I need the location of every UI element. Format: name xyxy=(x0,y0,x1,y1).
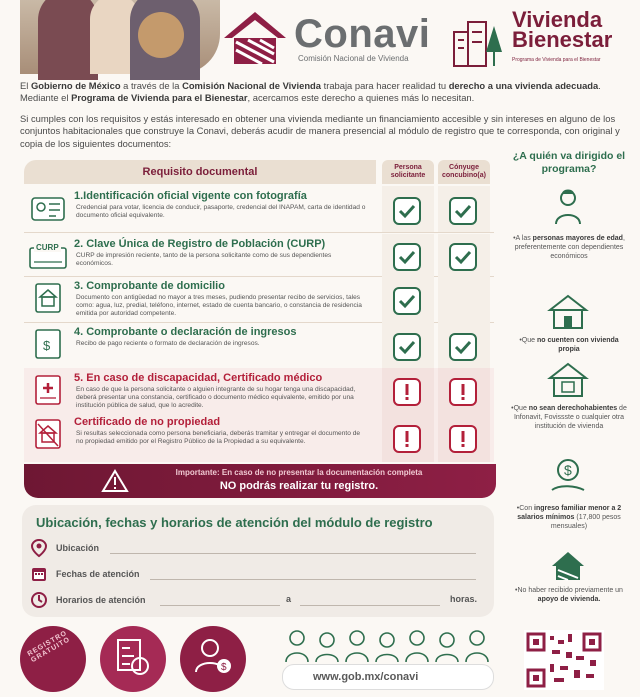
table-header-solicitante: Persona solicitante xyxy=(382,160,434,184)
requirement-description: Recibo de pago reciente o formato de declaración de ingresos. xyxy=(76,340,260,347)
money-hand-icon xyxy=(548,456,588,496)
check-icon xyxy=(392,286,422,316)
bold-text: personas mayores de edad xyxy=(532,235,623,242)
ubicacion-line xyxy=(110,553,476,554)
curp-icon-label: CURP xyxy=(36,243,59,252)
requirement-description: CURP de impresión reciente, tanto de la persona solicitante como de sus dependientes económicos. xyxy=(76,252,332,267)
field-fechas-label: Fechas de atención xyxy=(56,569,140,579)
table-row xyxy=(24,416,494,462)
target-audience xyxy=(508,150,630,603)
field-horarios-label: Horarios de atención xyxy=(56,595,146,605)
bold-text: ingreso familiar menor a 2 salarios mínimos xyxy=(517,505,622,521)
house-document-icon xyxy=(548,360,588,400)
house-roof-icon xyxy=(548,546,588,586)
person-money-icon xyxy=(180,626,246,692)
requirement-title: 3. Comprobante de domicilio xyxy=(74,280,225,292)
house-document-icon xyxy=(28,282,68,314)
horario-start-line xyxy=(160,605,280,606)
text-segment: •Que xyxy=(511,405,529,412)
bold-text: apoyo de vivienda. xyxy=(537,596,601,603)
target-item-4 xyxy=(508,504,630,531)
svg-text:$: $ xyxy=(221,662,227,673)
check-icon xyxy=(448,242,478,272)
horario-end-label: horas. xyxy=(450,594,478,604)
curp-icon xyxy=(28,240,68,272)
requirement-title: 5. En caso de discapacidad, Certificado médico xyxy=(74,372,323,384)
footer xyxy=(0,620,640,683)
table-row xyxy=(24,326,494,368)
intro-paragraph-2: Si cumples con los requisitos y estás interesado en obtener una vivienda mediante un financiamiento accesible y sin intereses en alguno de los conjuntos habitacionales que construye la Conavi, deberás acudir de manera presencial al módulo de registro que te corresponda, con original y copia de los siguientes documentos: xyxy=(20,112,620,149)
svg-text:$: $ xyxy=(43,338,51,353)
horario-end-line xyxy=(300,605,440,606)
location-title: Ubicación, fechas y horarios de atención del módulo de registro xyxy=(36,515,433,530)
target-item-3 xyxy=(508,404,630,431)
text-segment: a través de la xyxy=(120,80,183,91)
text-segment: •No haber recibido previamente un xyxy=(515,587,623,594)
property-certificate-icon xyxy=(28,418,68,450)
medical-certificate-icon xyxy=(28,374,68,406)
requirement-title: 1.Identificación oficial vigente con fotografía xyxy=(74,190,307,202)
bold-text: Comisión Nacional de Vivienda xyxy=(182,80,321,91)
table-header-requirement: Requisito documental xyxy=(24,160,376,184)
building-icon xyxy=(450,12,506,68)
target-item-5 xyxy=(508,586,630,604)
text-segment: •A las xyxy=(513,235,533,242)
requirement-description: Documento con antigüedad no mayor a tres meses, pudiendo presentar recibo de servicios, tales como: agua, luz, predial, teléfono, internet, estado de cuenta bancario, o constancia de residencia emitida por autoridad competente. xyxy=(76,294,362,317)
intro-paragraph-1 xyxy=(20,80,620,105)
text-segment: . Mediante el xyxy=(20,80,601,104)
family-photo xyxy=(20,0,220,74)
horario-to: a xyxy=(286,594,292,604)
requirement-description: En caso de que la persona solicitante o alguien integrante de su hogar tenga una discapacidad, deberá presentar una constancia, certificado o documento médico equivalente, emitido por una institución pública de salud, que lo acredite. xyxy=(76,386,356,409)
warning-line1: Importante: En caso de no presentar la documentación completa xyxy=(175,468,423,477)
id-card-icon xyxy=(28,192,68,224)
text-segment: trabaja para hacer realidad tu xyxy=(321,80,449,91)
check-icon xyxy=(392,332,422,362)
free-registration-badge xyxy=(20,626,86,692)
target-item-2 xyxy=(508,336,630,354)
bold-text: derecho a una vivienda adecuada xyxy=(448,80,599,91)
bold-text: Programa de Vivienda para el Bienestar xyxy=(71,92,248,104)
website-url[interactable]: www.gob.mx/conavi xyxy=(282,664,494,690)
header xyxy=(0,0,640,74)
table-row xyxy=(24,280,494,322)
intro-text xyxy=(20,80,620,158)
text-segment: El xyxy=(20,80,31,91)
text-segment: •Con xyxy=(516,505,535,512)
location-box xyxy=(22,505,494,617)
fechas-line xyxy=(150,579,476,580)
alert-icon xyxy=(392,424,422,454)
svg-text:$: $ xyxy=(564,462,572,478)
requirements-table xyxy=(24,160,494,445)
table-header xyxy=(24,160,494,184)
conavi-title: Conavi xyxy=(294,11,431,56)
conavi-logo xyxy=(222,8,430,68)
alert-icon xyxy=(448,377,478,407)
text-segment: (17,800 pesos mensuales) xyxy=(550,514,621,530)
row-separator xyxy=(24,232,494,233)
alert-icon xyxy=(392,377,422,407)
table-row xyxy=(24,190,494,232)
requirement-description: Credencial para votar, licencia de conducir, pasaporte, credencial del INAPAM, carta de identidad o documento oficial equivalente. xyxy=(76,204,366,219)
check-icon xyxy=(448,332,478,362)
free-registration-text: REGISTRO GRATUITO xyxy=(26,629,72,665)
field-horarios xyxy=(30,591,146,609)
text-segment: •Que xyxy=(519,337,537,344)
vb-subtitle: Programa de Vivienda para el Bienestar xyxy=(512,57,601,63)
table-header-conyuge: Cónyuge concubino(a) xyxy=(438,160,490,184)
clock-icon xyxy=(30,591,48,609)
house-icon xyxy=(548,292,588,332)
bold-text: Gobierno de México xyxy=(30,80,121,91)
vb-line1: Vivienda xyxy=(512,7,603,32)
vb-line2: Bienestar xyxy=(512,27,613,52)
calendar-icon xyxy=(30,565,48,583)
field-fechas xyxy=(30,565,140,583)
table-row xyxy=(24,372,494,412)
bold-text: no sean derechohabientes xyxy=(528,405,618,412)
requirement-title: Certificado de no propiedad xyxy=(74,416,221,428)
warning-line2: NO podrás realizar tu registro. xyxy=(219,480,379,492)
check-icon xyxy=(392,242,422,272)
table-row xyxy=(24,238,494,276)
location-pin-icon xyxy=(30,539,48,557)
checklist-icon xyxy=(100,626,166,692)
people-group-icon xyxy=(282,628,492,662)
check-icon xyxy=(448,196,478,226)
target-item-1 xyxy=(508,234,630,261)
conavi-house-icon xyxy=(222,8,288,68)
check-icon xyxy=(392,196,422,226)
requirement-title: 2. Clave Única de Registro de Población (CURP) xyxy=(74,238,326,250)
teddy-bear-icon xyxy=(138,12,184,58)
requirement-title: 4. Comprobante o declaración de ingresos xyxy=(74,326,297,338)
bold-text: no cuenten con vivienda propia xyxy=(536,337,619,353)
person-money-badge xyxy=(180,626,246,692)
conavi-subtitle: Comisión Nacional de Vivienda xyxy=(298,53,409,63)
warning-banner xyxy=(24,464,496,498)
money-document-icon xyxy=(28,328,68,360)
qr-code-icon xyxy=(524,630,604,690)
requirement-description: Si resultas seleccionada como persona beneficiaria, deberás tramitar y entregar el documento de no propiedad emitido por el Registro Público de la Propiedad a su equivalente. xyxy=(76,430,361,445)
text-segment: , acercamos este derecho a quienes más lo necesitan. xyxy=(247,92,475,104)
elderly-person-icon xyxy=(548,186,588,226)
field-ubicacion-label: Ubicación xyxy=(56,543,100,553)
target-title: ¿A quién va dirigido el programa? xyxy=(512,150,626,175)
alert-icon xyxy=(448,424,478,454)
warning-triangle-icon xyxy=(102,469,128,493)
vivienda-bienestar-logo xyxy=(450,7,613,70)
field-ubicacion xyxy=(30,539,99,557)
text-segment: , preferentemente con dependientes económicos xyxy=(514,235,625,260)
checklist-badge xyxy=(100,626,166,692)
text-segment: de Infonavit, Fovissste o cualquier otra institución de vivienda xyxy=(513,405,627,430)
